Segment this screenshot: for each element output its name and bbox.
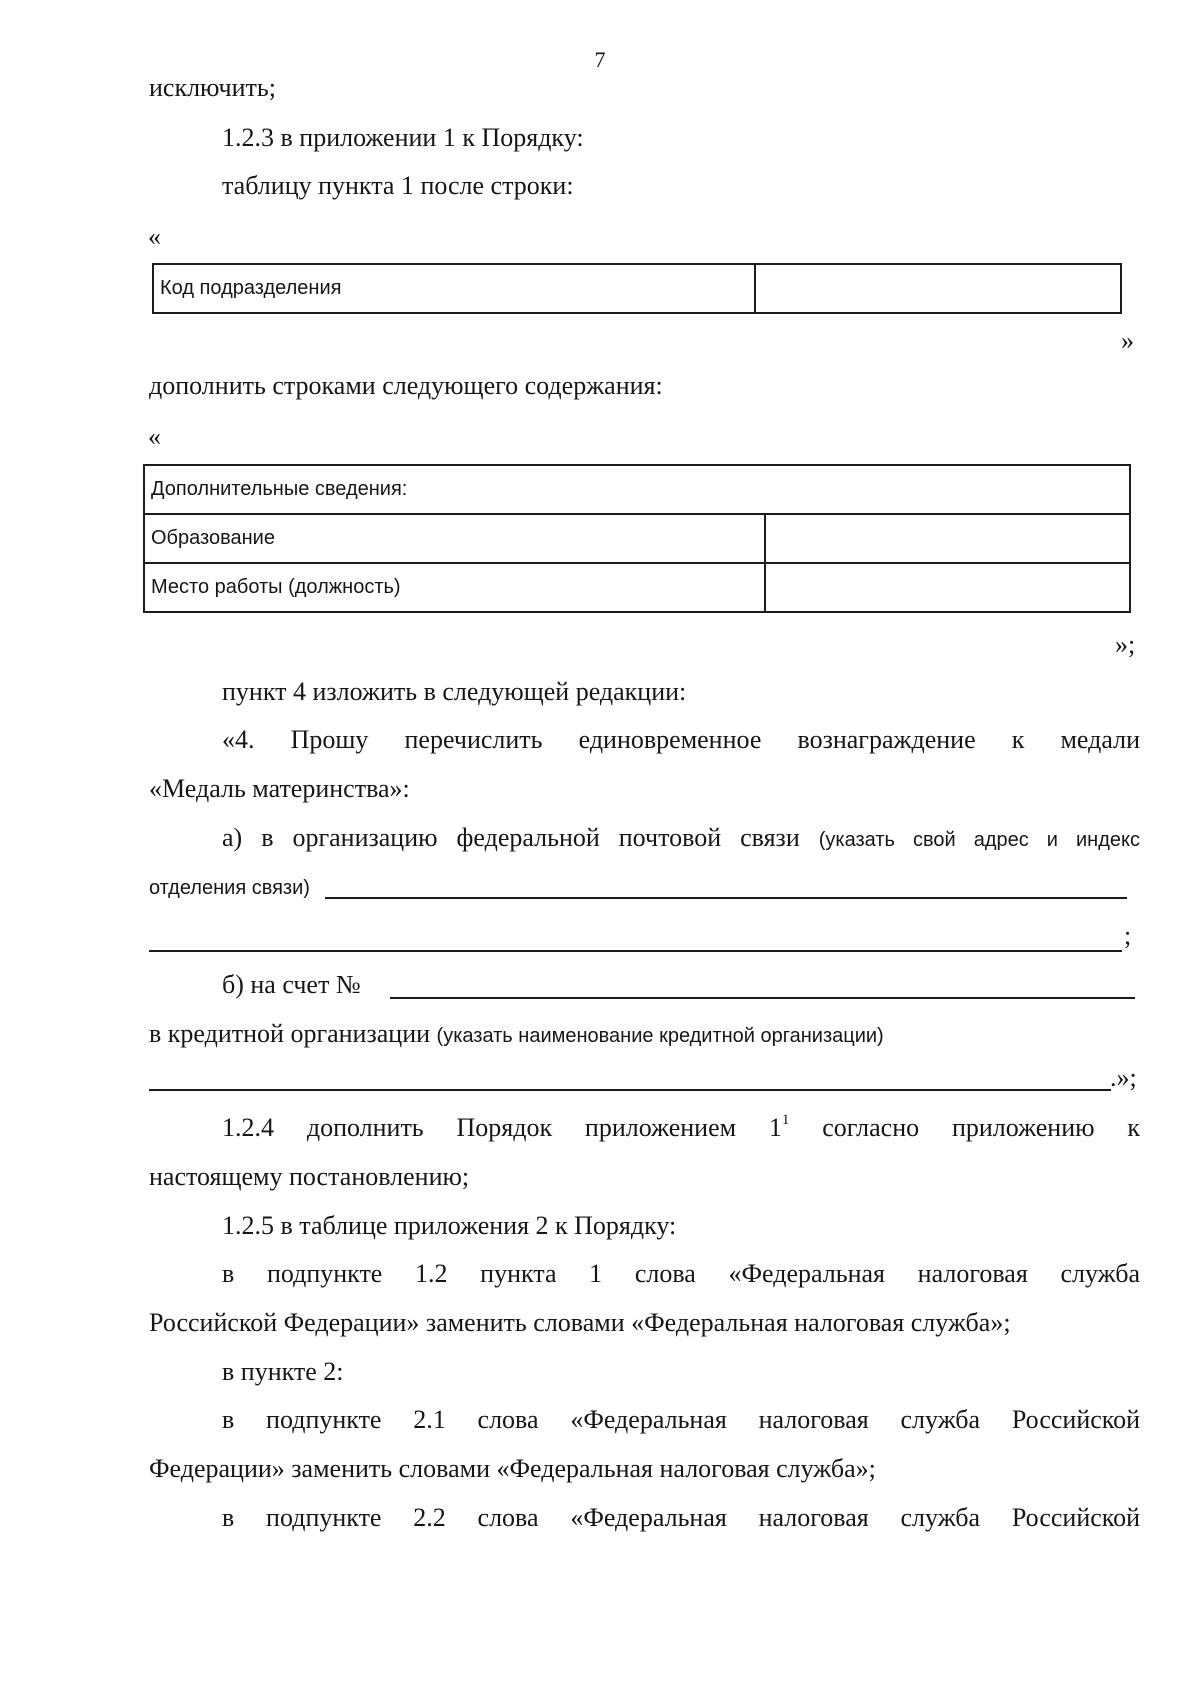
text-line <box>222 1112 1140 1144</box>
text-line: «Медаль материнства»: <box>149 774 410 803</box>
page-number: 7 <box>594 47 606 72</box>
table-row <box>144 563 1130 612</box>
line-end-punctuation: ; <box>1124 921 1132 950</box>
text-hint: (указать наименование кредитной организации) <box>436 1025 884 1047</box>
text-line: Российской Федерации» заменить словами «Федеральная налоговая служба»; <box>149 1308 1011 1337</box>
text-hint: отделения связи) <box>149 877 310 899</box>
table-cell: Образование <box>144 514 765 563</box>
text-line: б) на счет № <box>222 970 361 999</box>
text-line: 1.2.3 в приложении 1 к Порядку: <box>222 123 584 152</box>
table-cell: Место работы (должность) <box>144 563 765 612</box>
text-line: пункт 4 изложить в следующей редакции: <box>222 677 687 706</box>
text-line: «4. Прошу перечислить единовременное вознаграждение к медали <box>222 725 1140 754</box>
superscript: 1 <box>781 1112 790 1128</box>
table-row <box>144 465 1130 514</box>
text-line: в подпункте 2.2 слова «Федеральная налоговая служба Российской <box>222 1503 1140 1532</box>
text-line: дополнить строками следующего содержания: <box>149 371 663 400</box>
table-before-row <box>152 263 1122 314</box>
open-quote: « <box>148 422 161 451</box>
fill-in-line <box>325 897 1127 899</box>
text-main: 1.2.4 дополнить Порядок приложением 1 <box>222 1113 782 1142</box>
fill-in-line <box>149 950 1122 952</box>
table-cell <box>755 264 1121 313</box>
line-end-punctuation: .»; <box>1110 1063 1137 1092</box>
text-line: исключить; <box>149 73 276 102</box>
text-line: в пункте 2: <box>222 1357 344 1386</box>
text-line: в подпункте 1.2 пункта 1 слова «Федеральная налоговая служба <box>222 1259 1140 1288</box>
table-added-rows <box>143 464 1131 613</box>
text-main: а) в организацию федеральной почтовой связи <box>222 823 800 852</box>
fill-in-line <box>149 1089 1111 1091</box>
close-quote: » <box>1121 326 1134 355</box>
open-quote: « <box>148 222 161 251</box>
table-header-cell: Дополнительные сведения: <box>144 465 1130 514</box>
fill-in-line <box>390 997 1135 999</box>
table-row <box>153 264 1121 313</box>
text-line <box>222 822 1140 854</box>
text-line: 1.2.5 в таблице приложения 2 к Порядку: <box>222 1211 677 1240</box>
text-line: таблицу пункта 1 после строки: <box>222 171 574 200</box>
table-cell <box>765 514 1130 563</box>
text-hint: (указать свой адрес и индекс <box>818 829 1140 851</box>
text-line: настоящему постановлению; <box>149 1162 470 1191</box>
table-row <box>144 514 1130 563</box>
text-line <box>149 1018 884 1050</box>
text-line: в подпункте 2.1 слова «Федеральная налоговая служба Российской <box>222 1405 1140 1434</box>
table-cell: Код подразделения <box>153 264 755 313</box>
close-quote: »; <box>1115 630 1136 659</box>
text-main: в кредитной организации <box>149 1019 431 1048</box>
text-line: Федерации» заменить словами «Федеральная налоговая служба»; <box>149 1454 876 1483</box>
table-cell <box>765 563 1130 612</box>
text-main: согласно приложению к <box>822 1113 1140 1142</box>
